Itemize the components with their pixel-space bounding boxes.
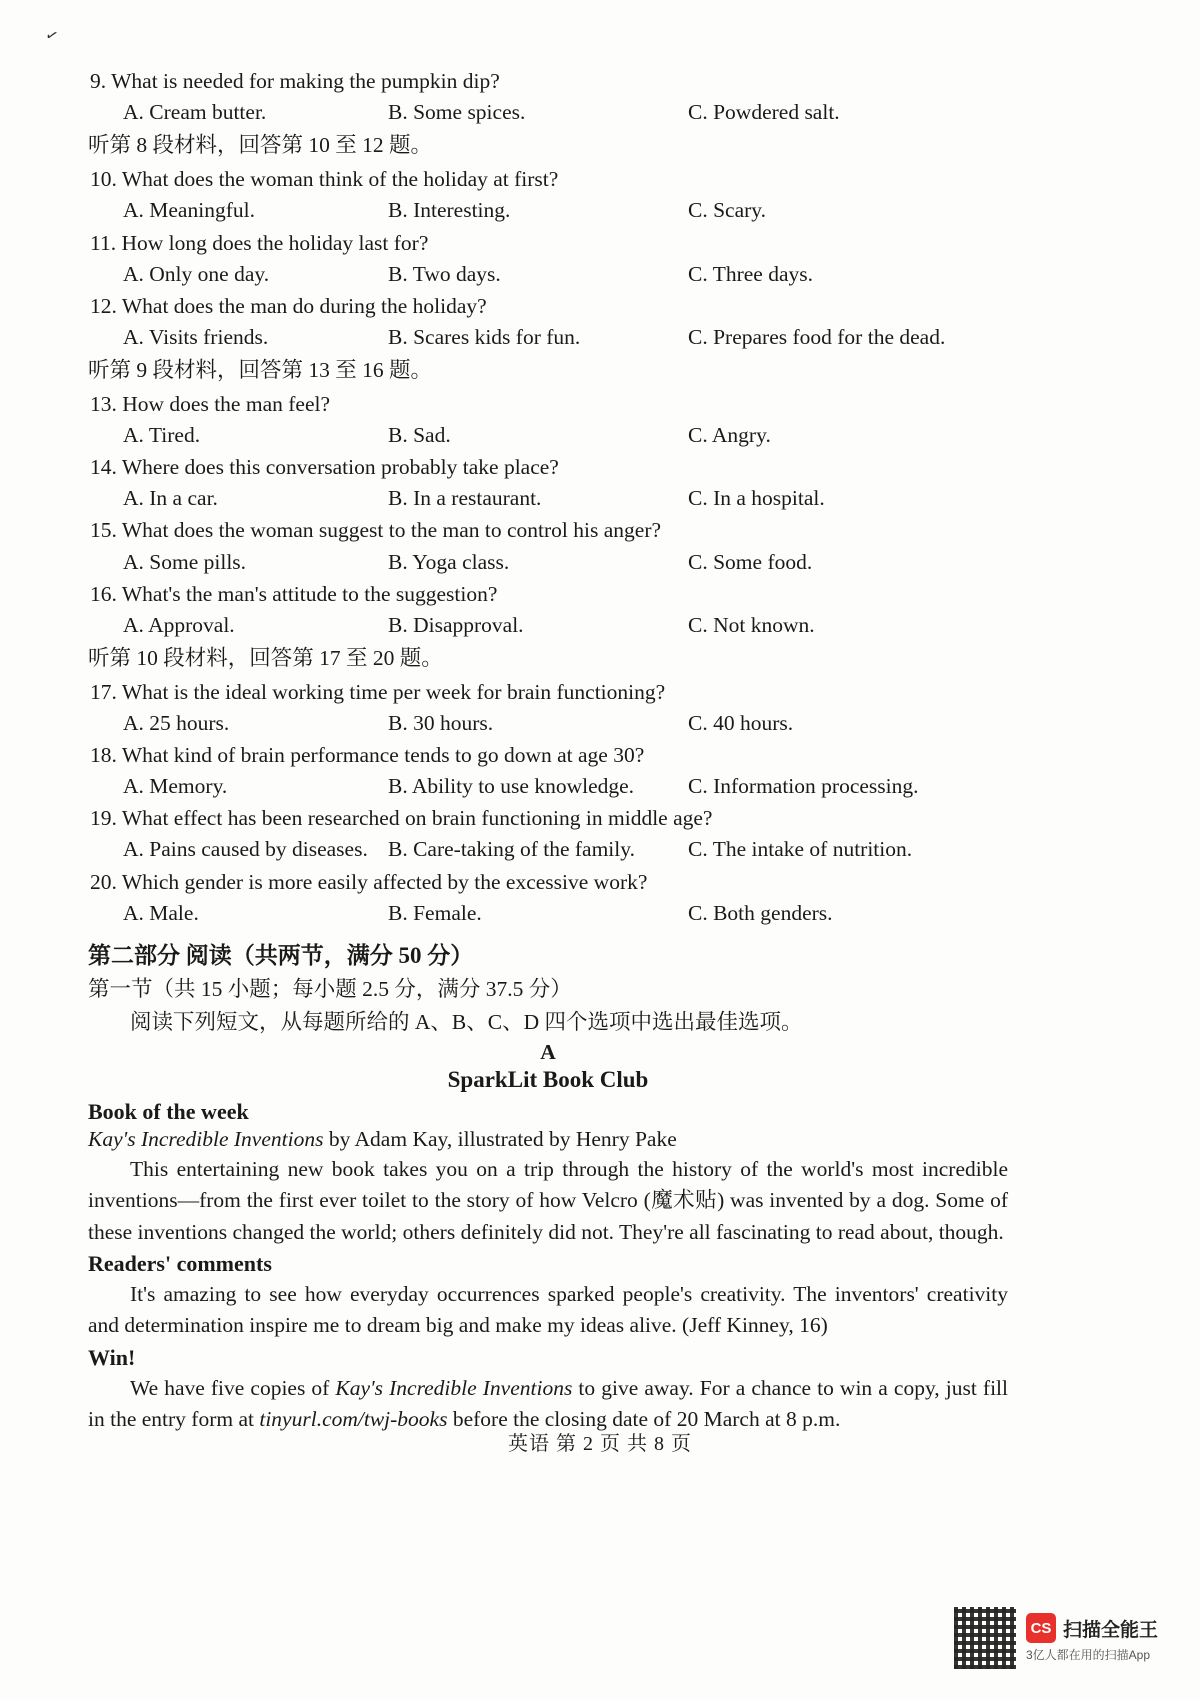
option-c: C. Prepares food for the dead.: [688, 324, 946, 349]
option-a: A. Some pills.: [123, 549, 247, 574]
question-stem: 9. What is needed for making the pumpkin dip?: [90, 69, 500, 93]
option-c: C. Three days.: [688, 261, 813, 286]
option-a: A. Approval.: [123, 612, 235, 637]
option-a: A. Tired.: [123, 423, 201, 448]
win-text-post: before the closing date of 20 March at 8 p.m.: [447, 1407, 841, 1432]
question-stem: 13. How does the man feel?: [90, 392, 331, 417]
question-stem: 14. Where does this conversation probably take place?: [90, 455, 559, 480]
question-options: [88, 834, 1008, 864]
page-content: [88, 66, 1008, 1438]
question-options: [88, 771, 1008, 801]
question-options: [88, 420, 1008, 450]
option-b: B. Sad.: [388, 423, 451, 448]
option-b: B. In a restaurant.: [388, 486, 542, 511]
entry-form-url: tinyurl.com/twj-books: [259, 1407, 448, 1432]
question-stem: 17. What is the ideal working time per week for brain functioning?: [90, 680, 666, 705]
book-of-week-heading: Book of the week: [88, 1098, 249, 1124]
option-a: A. Memory.: [123, 774, 228, 799]
option-b: B. Scares kids for fun.: [388, 324, 581, 349]
win-text-pre: We have five copies of: [130, 1375, 336, 1400]
option-c: C. Powdered salt.: [688, 100, 840, 125]
listening-direction-material-8: 听第 8 段材料，回答第 10 至 12 题。: [88, 133, 433, 158]
camscanner-title-row: [1026, 1613, 1158, 1643]
option-a: A. Meaningful.: [123, 198, 255, 223]
reading-instruction: 阅读下列短文，从每题所给的 A、B、C、D 四个选项中选出最佳选项。: [130, 1009, 803, 1034]
option-c: C. Some food.: [688, 549, 813, 574]
question-options: [88, 259, 1008, 289]
book-description-paragraph: This entertaining new book takes you on a trip through the history of the world's most incredible inventions—from the first ever toilet to the story of how Velcro (魔术贴) was invented by a dog. Some of these inventions changed the world; others definitely did not. They're all fascinating to read about, though.: [88, 1156, 1008, 1244]
option-b: B. Female.: [388, 900, 482, 925]
book-byline-rest: by Adam Kay, illustrated by Henry Pake: [323, 1126, 677, 1151]
listening-direction-material-9: 听第 9 段材料，回答第 13 至 16 题。: [88, 357, 433, 382]
option-b: B. Two days.: [388, 261, 501, 286]
option-a: A. In a car.: [123, 486, 218, 511]
option-b: B. Some spices.: [388, 100, 526, 125]
win-book-title: Kay's Incredible Inventions: [335, 1375, 573, 1400]
question-options: [88, 898, 1008, 928]
pen-tick-mark: ✓: [43, 26, 61, 46]
option-c: C. In a hospital.: [688, 486, 825, 511]
option-a: A. Visits friends.: [123, 324, 269, 349]
passage-letter: A: [540, 1039, 556, 1064]
option-a: A. Cream butter.: [123, 100, 267, 125]
option-b: B. Disapproval.: [388, 612, 524, 637]
question-options: [88, 322, 1008, 352]
question-stem: 16. What's the man's attitude to the suggestion?: [90, 581, 498, 606]
option-a: A. Only one day.: [123, 261, 270, 286]
win-paragraph: [88, 1373, 1008, 1436]
question-options: [88, 547, 1008, 577]
option-b: B. 30 hours.: [388, 711, 494, 736]
passage-title: SparkLit Book Club: [447, 1066, 649, 1092]
question-options: [88, 195, 1008, 225]
question-stem: 20. Which gender is more easily affected by the excessive work?: [90, 869, 648, 894]
camscanner-subtitle: 3亿人都在用的扫描App: [1025, 1648, 1151, 1662]
question-options: [88, 610, 1008, 640]
option-b: B. Ability to use knowledge.: [388, 774, 635, 799]
question-options: [88, 97, 1008, 127]
question-stem: 19. What effect has been researched on brain functioning in middle age?: [90, 806, 713, 831]
camscanner-text-block: [1026, 1613, 1158, 1663]
option-b: B. Care-taking of the family.: [388, 837, 635, 862]
listening-direction-material-10: 听第 10 段材料，回答第 17 至 20 题。: [88, 645, 443, 670]
win-heading: Win!: [88, 1344, 136, 1370]
readers-comments-paragraph: It's amazing to see how everyday occurrences sparked people's creativity. The inventors' creativity and determination inspire me to dream big and make my ideas alive. (Jeff Kinney, 16): [88, 1281, 1008, 1338]
option-c: C. Not known.: [688, 612, 815, 637]
option-b: B. Yoga class.: [388, 549, 510, 574]
option-a: A. 25 hours.: [123, 711, 230, 736]
qr-code-icon: [954, 1607, 1016, 1669]
book-title: Kay's Incredible Inventions: [88, 1126, 324, 1151]
readers-comments-heading: Readers' comments: [88, 1250, 272, 1276]
option-a: A. Male.: [123, 900, 199, 925]
question-options: [88, 483, 1008, 513]
question-stem: 10. What does the woman think of the holiday at first?: [90, 167, 559, 192]
camscanner-title: 扫描全能王: [1062, 1619, 1158, 1641]
option-c: C. 40 hours.: [688, 711, 794, 736]
option-c: C. Angry.: [688, 423, 771, 448]
option-b: B. Interesting.: [388, 198, 511, 223]
camscanner-watermark: [954, 1607, 1158, 1669]
option-c: C. The intake of nutrition.: [688, 837, 913, 862]
reading-section-title: 第一节（共 15 小题；每小题 2.5 分，满分 37.5 分）: [88, 976, 572, 1001]
question-stem: 15. What does the woman suggest to the man to control his anger?: [90, 518, 662, 543]
option-c: C. Information processing.: [688, 774, 919, 799]
option-a: A. Pains caused by diseases.: [123, 837, 368, 862]
book-byline: [88, 1127, 1008, 1152]
page-footer: 英语 第 2 页 共 8 页: [508, 1433, 692, 1455]
question-stem: 11. How long does the holiday last for?: [90, 230, 429, 255]
question-stem: 12. What does the man do during the holiday?: [90, 293, 487, 318]
question-stem: 18. What kind of brain performance tends to go down at age 30?: [90, 743, 645, 768]
option-c: C. Both genders.: [688, 900, 833, 925]
question-options: [88, 708, 1008, 738]
reading-part-title: 第二部分 阅读（共两节，满分 50 分）: [88, 942, 474, 968]
option-c: C. Scary.: [688, 198, 767, 223]
camscanner-logo-icon: CS: [1026, 1613, 1056, 1643]
win-text-mid: to give away. For a chance to win a copy, just fill in the entry form at: [88, 1375, 1009, 1432]
